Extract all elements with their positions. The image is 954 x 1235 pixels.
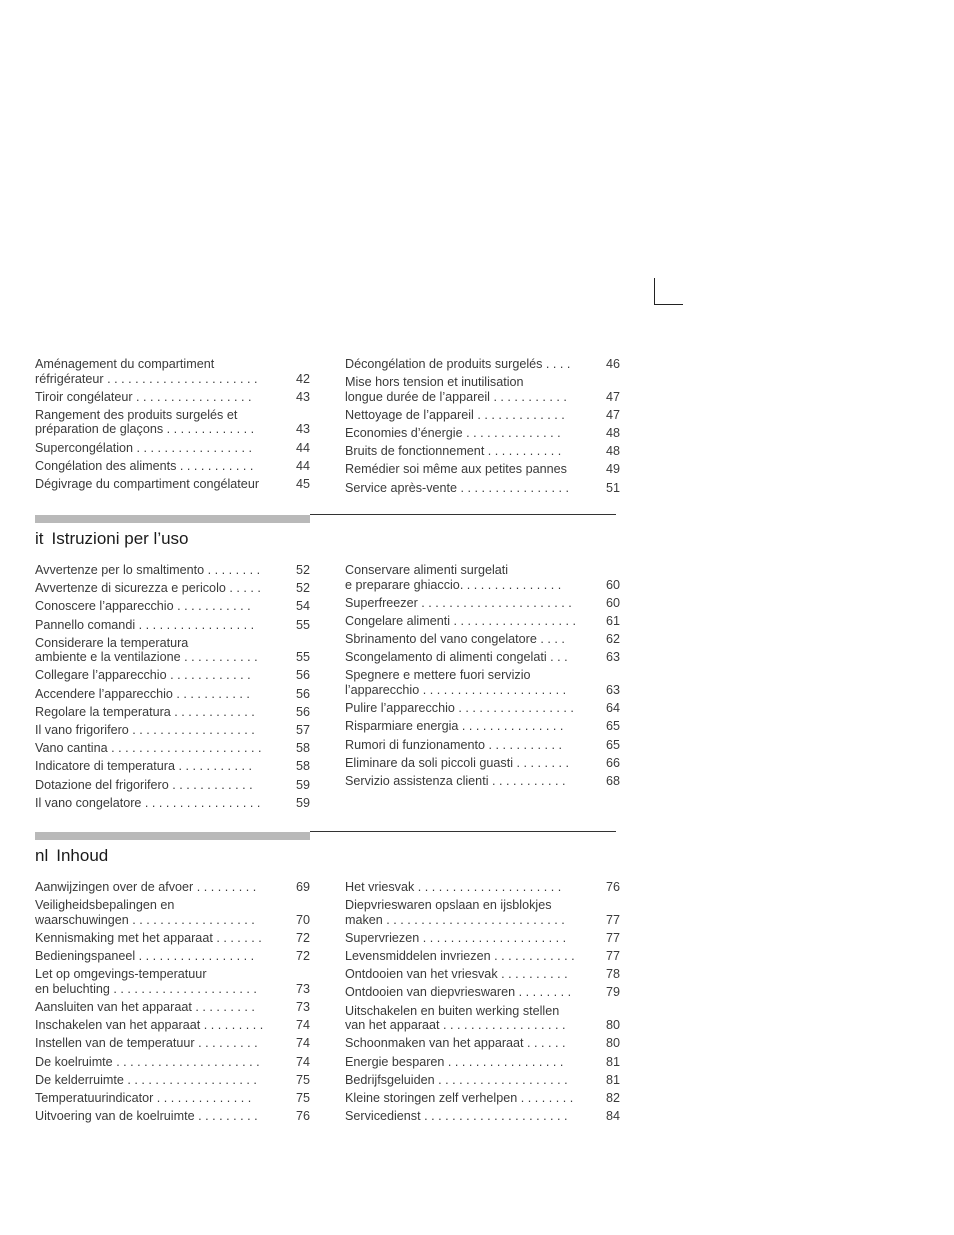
toc-entry-page: 59 <box>295 795 310 810</box>
toc-entry-page: 52 <box>295 581 310 596</box>
toc-entry <box>35 1073 310 1088</box>
toc-entry-title: Rumori di funzionamento . . . . . . . . . . . <box>345 737 562 752</box>
toc-entry-title: Eliminare da soli piccoli guasti . . . . . . . . <box>345 755 569 770</box>
section-rule-nl <box>310 831 616 832</box>
toc-entry-title: Het vriesvak . . . . . . . . . . . . . . . . . . . . . <box>345 880 562 894</box>
toc-it-right-column <box>345 563 620 792</box>
toc-entry-title: Let op omgevings-temperatuur en beluchting . . . . . . . . . . . . . . . . . . . . . <box>35 967 257 996</box>
toc-entry-page: 60 <box>605 577 620 592</box>
toc-entry <box>35 668 310 683</box>
toc-entry <box>35 1055 310 1070</box>
toc-entry-page: 56 <box>295 668 310 683</box>
toc-entry <box>345 774 620 789</box>
toc-entry-title: Economies d’énergie . . . . . . . . . . . . . . <box>345 426 561 441</box>
toc-entry <box>345 563 620 592</box>
toc-entry-page: 84 <box>605 1109 620 1124</box>
toc-entry-title: Aansluiten van het apparaat . . . . . . . . . <box>35 999 255 1014</box>
toc-entry-page: 46 <box>605 357 620 371</box>
toc-entry-title: Uitschakelen en buiten werking stellen van het apparaat . . . . . . . . . . . . . . . . . . <box>345 1003 566 1033</box>
toc-entry <box>345 756 620 771</box>
toc-entry-title: Conoscere l’apparecchio . . . . . . . . . . . <box>35 599 251 614</box>
toc-entry-title: Supercongélation . . . . . . . . . . . . . . . . . <box>35 440 252 455</box>
toc-entry-page: 72 <box>295 930 310 945</box>
toc-entry-page: 76 <box>605 880 620 894</box>
toc-entry-page: 44 <box>295 458 310 473</box>
section-bar-it <box>35 515 310 523</box>
toc-entry <box>35 967 310 996</box>
toc-entry <box>345 738 620 753</box>
toc-entry <box>345 668 620 697</box>
toc-entry-title: Mise hors tension et inutilisation longue durée de l’appareil . . . . . . . . . . . <box>345 375 567 404</box>
toc-entry-page: 66 <box>605 755 620 770</box>
toc-entry-title: Kennismaking met het apparaat . . . . . . . <box>35 930 262 945</box>
toc-entry-page: 44 <box>295 440 310 455</box>
toc-entry <box>35 1018 310 1033</box>
toc-entry-title: De koelruimte . . . . . . . . . . . . . . . . . . . . . <box>35 1054 260 1069</box>
toc-entry-title: Aménagement du compartiment réfrigérateur . . . . . . . . . . . . . . . . . . . . . . <box>35 357 258 386</box>
toc-entry <box>35 723 310 738</box>
toc-entry-title: Accendere l’apparecchio . . . . . . . . . . . <box>35 686 250 701</box>
toc-entry-page: 80 <box>605 1018 620 1033</box>
toc-entry <box>35 705 310 720</box>
section-title-nl <box>35 846 108 866</box>
toc-entry <box>345 481 620 496</box>
toc-entry-page: 69 <box>295 880 310 894</box>
toc-entry <box>345 1073 620 1088</box>
toc-entry-title: De kelderruimte . . . . . . . . . . . . . . . . . . . <box>35 1072 257 1087</box>
toc-entry-page: 48 <box>605 426 620 441</box>
section-heading-it: Istruzioni per l’uso <box>51 529 189 548</box>
toc-entry <box>35 1036 310 1051</box>
toc-entry <box>345 1036 620 1051</box>
toc-entry <box>345 632 620 647</box>
toc-entry-title: Superfreezer . . . . . . . . . . . . . . . . . . . . . . <box>345 595 572 610</box>
toc-entry-title: Ontdooien van diepvrieswaren . . . . . . . . <box>345 985 572 1000</box>
toc-entry-page: 55 <box>295 617 310 632</box>
toc-entry-title: Conservare alimenti surgelati e preparare ghiaccio. . . . . . . . . . . . . . . <box>345 563 562 592</box>
toc-it-left-column <box>35 563 310 814</box>
toc-entry-page: 54 <box>295 599 310 614</box>
toc-entry-title: Bruits de fonctionnement . . . . . . . . . . . <box>345 444 562 459</box>
crop-corner-mark <box>654 278 683 305</box>
toc-entry-page: 47 <box>605 407 620 422</box>
toc-entry-title: Servizio assistenza clienti . . . . . . . . . . . <box>345 773 566 788</box>
section-bar-nl <box>35 832 310 840</box>
section-heading-nl: Inhoud <box>56 846 109 865</box>
toc-entry-title: Rangement des produits surgelés et préparation de glaçons . . . . . . . . . . . . . <box>35 407 255 437</box>
toc-entry-page: 74 <box>295 1054 310 1069</box>
toc-entry-title: Energie besparen . . . . . . . . . . . . . . . . . <box>345 1054 564 1069</box>
toc-entry <box>345 880 620 895</box>
toc-nl-left-column <box>35 880 310 1127</box>
toc-entry <box>35 390 310 405</box>
toc-entry-page: 58 <box>295 759 310 774</box>
toc-entry <box>35 949 310 964</box>
toc-entry <box>35 581 310 596</box>
toc-entry-page: 43 <box>295 422 310 437</box>
toc-entry <box>35 357 310 386</box>
toc-entry <box>345 719 620 734</box>
toc-entry-title: Veiligheidsbepalingen en waarschuwingen . . . . . . . . . . . . . . . . . . <box>35 898 255 927</box>
toc-entry-page: 80 <box>605 1036 620 1051</box>
toc-entry-page: 79 <box>605 985 620 1000</box>
toc-entry <box>345 375 620 404</box>
toc-entry <box>35 441 310 456</box>
toc-entry-page: 47 <box>605 389 620 404</box>
toc-entry <box>35 599 310 614</box>
toc-entry-page: 49 <box>605 462 620 477</box>
toc-entry <box>35 796 310 811</box>
toc-entry-title: Il vano frigorifero . . . . . . . . . . . . . . . . . . <box>35 723 255 737</box>
toc-entry <box>35 1109 310 1124</box>
toc-entry <box>345 1109 620 1124</box>
toc-entry-page: 81 <box>605 1072 620 1087</box>
toc-entry-page: 43 <box>295 389 310 404</box>
toc-entry-page: 74 <box>295 1036 310 1051</box>
toc-entry-page: 58 <box>295 741 310 756</box>
toc-entry-title: Temperatuurindicator . . . . . . . . . . . . . . <box>35 1090 252 1105</box>
toc-entry <box>35 477 310 492</box>
toc-entry-title: Collegare l’apparecchio . . . . . . . . . . . . <box>35 668 251 683</box>
toc-entry-title: Pannello comandi . . . . . . . . . . . . . . . . . <box>35 617 255 632</box>
toc-entry-title: Uitvoering van de koelruimte . . . . . . . . . <box>35 1109 258 1124</box>
toc-entry-page: 65 <box>605 719 620 734</box>
toc-entry-page: 51 <box>605 480 620 495</box>
lang-code-nl: nl <box>35 846 49 865</box>
toc-entry-title: Scongelamento di alimenti congelati . . . <box>345 650 568 665</box>
toc-entry-title: Bedieningspaneel . . . . . . . . . . . . . . . . . <box>35 949 255 964</box>
toc-entry-page: 75 <box>295 1072 310 1087</box>
toc-entry-title: Nettoyage de l’appareil . . . . . . . . . . . . . <box>345 407 565 422</box>
toc-entry-title: Remédier soi même aux petites pannes <box>345 462 567 477</box>
toc-entry <box>345 426 620 441</box>
toc-entry-page: 55 <box>295 650 310 665</box>
toc-entry-title: Avvertenze di sicurezza e pericolo . . . . . <box>35 581 261 596</box>
toc-entry <box>345 701 620 716</box>
toc-entry-title: Il vano congelatore . . . . . . . . . . . . . . . . . <box>35 795 261 810</box>
toc-entry-page: 73 <box>295 999 310 1014</box>
toc-entry-title: Congélation des aliments . . . . . . . . . . . <box>35 458 254 473</box>
toc-entry-title: Décongélation de produits surgelés . . . . <box>345 357 571 371</box>
toc-entry-title: Avvertenze per lo smaltimento . . . . . . . . <box>35 563 261 577</box>
toc-entry <box>345 462 620 477</box>
lang-code-it: it <box>35 529 44 548</box>
toc-entry-title: Vano cantina . . . . . . . . . . . . . . . . . . . . . . <box>35 741 262 756</box>
toc-entry-page: 72 <box>295 949 310 964</box>
toc-entry-title: Kleine storingen zelf verhelpen . . . . . . . . <box>345 1090 574 1105</box>
toc-entry-title: Levensmiddelen invriezen . . . . . . . . . . . . <box>345 949 575 964</box>
toc-entry <box>35 931 310 946</box>
toc-entry-page: 52 <box>295 563 310 577</box>
toc-entry-title: Dégivrage du compartiment congélateur <box>35 476 260 491</box>
toc-entry-title: Servicedienst . . . . . . . . . . . . . . . . . . . . . <box>345 1109 568 1124</box>
toc-entry-page: 70 <box>295 912 310 927</box>
toc-entry-page: 81 <box>605 1054 620 1069</box>
toc-entry <box>345 596 620 611</box>
toc-entry-page: 65 <box>605 737 620 752</box>
toc-entry <box>345 408 620 423</box>
toc-entry <box>345 949 620 964</box>
toc-nl <box>35 880 625 1140</box>
toc-entry <box>35 563 310 578</box>
toc-entry-page: 74 <box>295 1018 310 1033</box>
toc-entry-page: 42 <box>295 371 310 386</box>
toc-entry-page: 78 <box>605 967 620 982</box>
toc-entry <box>35 618 310 633</box>
toc-entry-page: 77 <box>605 930 620 945</box>
toc-entry-page: 82 <box>605 1090 620 1105</box>
toc-entry-page: 62 <box>605 632 620 647</box>
toc-entry-page: 77 <box>605 912 620 927</box>
toc-it <box>35 563 625 823</box>
toc-entry <box>35 759 310 774</box>
toc-entry-title: Congelare alimenti . . . . . . . . . . . . . . . . . . <box>345 613 576 628</box>
toc-entry-page: 45 <box>295 476 310 491</box>
toc-entry-title: Tiroir congélateur . . . . . . . . . . . . . . . . . <box>35 389 252 404</box>
toc-fr-left-column <box>35 357 310 495</box>
toc-entry-page: 63 <box>605 682 620 697</box>
toc-entry <box>35 898 310 927</box>
toc-entry <box>345 1004 620 1033</box>
toc-entry-page: 56 <box>295 686 310 701</box>
toc-entry-page: 76 <box>295 1109 310 1124</box>
toc-fr-right-column <box>345 357 620 499</box>
toc-entry-title: Diepvrieswaren opslaan en ijsblokjes maken . . . . . . . . . . . . . . . . . . . . . . . . . . <box>345 898 565 927</box>
toc-entry-page: 73 <box>295 981 310 996</box>
toc-entry-page: 59 <box>295 777 310 792</box>
toc-entry-title: Regolare la temperatura . . . . . . . . . . . . <box>35 704 255 719</box>
toc-entry <box>35 408 310 437</box>
toc-entry-title: Supervriezen . . . . . . . . . . . . . . . . . . . . . <box>345 930 567 945</box>
toc-entry-title: Considerare la temperatura ambiente e la ventilazione . . . . . . . . . . . <box>35 635 258 665</box>
toc-entry <box>35 1091 310 1106</box>
toc-entry-page: 60 <box>605 595 620 610</box>
toc-entry <box>345 898 620 927</box>
section-rule-it <box>310 514 616 515</box>
toc-entry <box>345 1055 620 1070</box>
toc-entry <box>35 687 310 702</box>
toc-entry <box>345 1091 620 1106</box>
toc-entry-page: 75 <box>295 1090 310 1105</box>
toc-entry-title: Dotazione del frigorifero . . . . . . . . . . . . <box>35 777 253 792</box>
toc-entry <box>35 778 310 793</box>
section-title-it <box>35 529 189 549</box>
toc-entry-title: Aanwijzingen over de afvoer . . . . . . . . . <box>35 880 257 894</box>
toc-entry <box>35 1000 310 1015</box>
toc-entry-page: 63 <box>605 650 620 665</box>
toc-entry-title: Inschakelen van het apparaat . . . . . . . . . <box>35 1018 264 1033</box>
toc-entry <box>35 741 310 756</box>
toc-entry-page: 57 <box>295 723 310 737</box>
toc-entry-page: 68 <box>605 773 620 788</box>
toc-entry-page: 61 <box>605 613 620 628</box>
toc-entry <box>35 880 310 895</box>
toc-entry <box>345 357 620 372</box>
toc-entry <box>345 650 620 665</box>
toc-entry-page: 64 <box>605 701 620 716</box>
toc-entry <box>345 614 620 629</box>
toc-entry-page: 56 <box>295 704 310 719</box>
toc-fr <box>35 357 625 507</box>
toc-entry-title: Risparmiare energia . . . . . . . . . . . . . . . <box>345 719 564 734</box>
toc-entry <box>35 636 310 665</box>
toc-entry <box>345 931 620 946</box>
toc-entry <box>345 985 620 1000</box>
toc-entry-page: 48 <box>605 444 620 459</box>
toc-entry-title: Indicatore di temperatura . . . . . . . . . . . <box>35 759 252 774</box>
toc-entry-title: Schoonmaken van het apparaat . . . . . . <box>345 1036 566 1051</box>
toc-entry-title: Instellen van de temperatuur . . . . . . . . . <box>35 1036 258 1051</box>
toc-entry <box>35 459 310 474</box>
toc-entry-title: Ontdooien van het vriesvak . . . . . . . . . . <box>345 967 568 982</box>
toc-entry-page: 77 <box>605 949 620 964</box>
toc-entry <box>345 967 620 982</box>
toc-entry-title: Spegnere e mettere fuori servizio l’apparecchio . . . . . . . . . . . . . . . . . . . . . <box>345 668 567 697</box>
toc-entry-title: Pulire l’apparecchio . . . . . . . . . . . . . . . . . <box>345 701 574 716</box>
toc-entry <box>345 444 620 459</box>
toc-entry-title: Sbrinamento del vano congelatore . . . . <box>345 632 565 647</box>
toc-entry-title: Bedrijfsgeluiden . . . . . . . . . . . . . . . . . . . <box>345 1072 568 1087</box>
toc-nl-right-column <box>345 880 620 1127</box>
toc-entry-title: Service après-vente . . . . . . . . . . . . . . . . <box>345 480 569 495</box>
